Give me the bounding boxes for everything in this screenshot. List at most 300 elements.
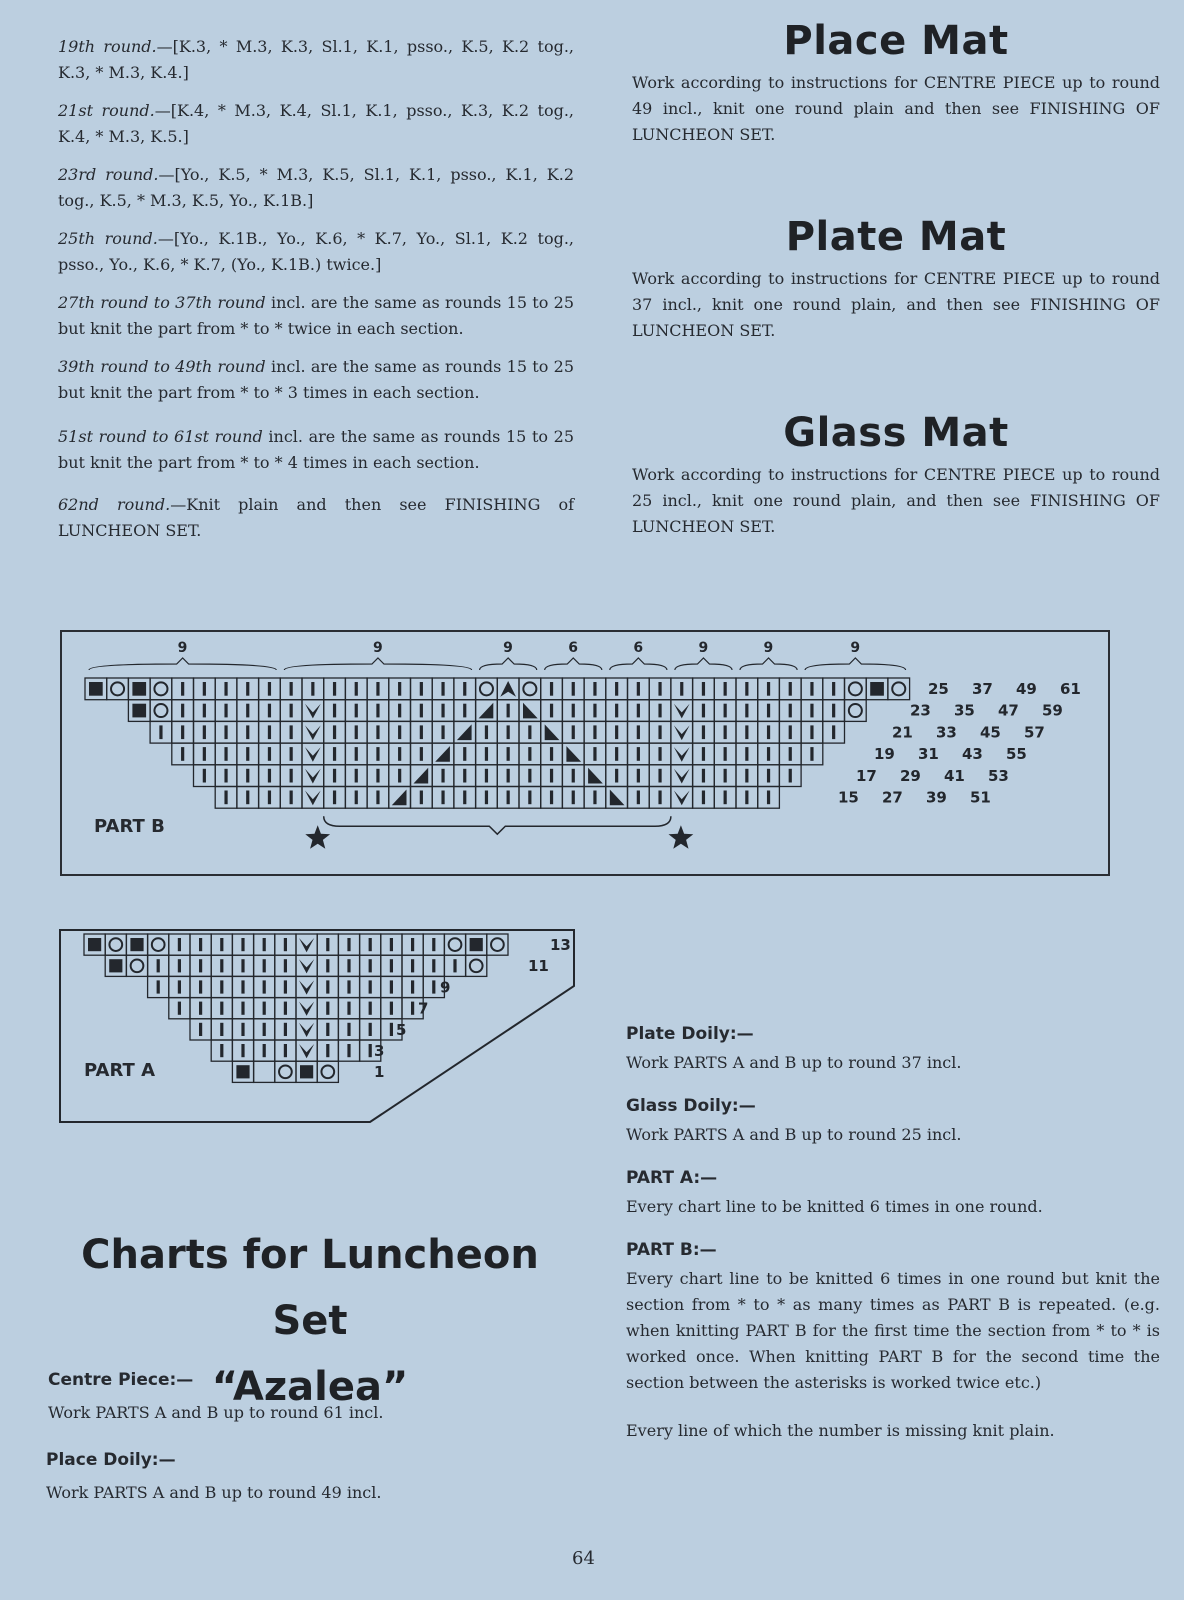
part-b-grid: [62, 632, 1108, 874]
knit-stitch-symbol: [246, 682, 249, 696]
knit-stitch-symbol: [398, 747, 401, 761]
knit-stitch-symbol: [355, 791, 358, 805]
knit-stitch-symbol: [745, 682, 748, 696]
knit-stitch-symbol: [246, 725, 249, 739]
row-number-label: 5: [396, 1020, 407, 1039]
row-number-label: 9: [440, 978, 451, 997]
knit-stitch-symbol: [593, 682, 596, 696]
round-paragraph: [58, 424, 574, 476]
plate-doily-heading: Plate Doily:—: [626, 1024, 754, 1044]
knit-stitch-symbol: [398, 682, 401, 696]
knit-stitch-symbol: [241, 938, 244, 951]
knit-stitch-symbol: [637, 725, 640, 739]
knit-stitch-symbol: [550, 791, 553, 805]
knit-stitch-symbol: [246, 769, 249, 783]
knit-stitch-symbol: [550, 704, 553, 718]
knit-back-symbol: [470, 938, 483, 951]
round-text: —[K.3, * M.3, K.3, Sl.1, K.1, psso., K.5, K.2 tog., K.3, * M.3, K.4.]: [58, 37, 575, 82]
knit-back-symbol: [132, 704, 146, 718]
row-number-label: 53: [988, 766, 1009, 785]
knit-stitch-symbol: [658, 747, 661, 761]
make-stitch-symbol: [674, 791, 690, 806]
knit-stitch-symbol: [572, 704, 575, 718]
knit-stitch-symbol: [333, 747, 336, 761]
knit-stitch-symbol: [268, 682, 271, 696]
knit-stitch-symbol: [203, 704, 206, 718]
knit-stitch-symbol: [593, 791, 596, 805]
knit-stitch-symbol: [767, 704, 770, 718]
row-number-label: 51: [970, 788, 991, 807]
chart-cell: [487, 934, 508, 955]
knit-stitch-symbol: [507, 725, 510, 739]
knit-stitch-symbol: [203, 747, 206, 761]
knit-stitch-symbol: [326, 938, 329, 951]
chart-cell: [126, 955, 147, 976]
knit-stitch-symbol: [290, 704, 293, 718]
knit-stitch-symbol: [284, 1002, 287, 1015]
round-label: 39th round to 49th round: [58, 357, 266, 376]
row-number-label: 55: [1006, 745, 1027, 764]
charts-title-line1: Charts for Luncheon Set: [81, 1232, 539, 1344]
yarn-over-symbol: [491, 938, 504, 951]
asterisk-star-icon: [669, 825, 694, 849]
centre-piece-heading: Centre Piece:—: [48, 1370, 194, 1390]
round-text: incl. are the same as rounds 15 to 25 but knit the part from * to * 4 times in each section.: [58, 427, 575, 472]
stitch-count-label: 9: [698, 640, 709, 656]
row-number-label: 35: [954, 701, 975, 720]
glass-doily-text: Work PARTS A and B up to round 25 incl.: [626, 1125, 962, 1144]
knit-stitch-symbol: [246, 747, 249, 761]
knit-stitch-symbol: [390, 1023, 393, 1036]
knit-stitch-symbol: [347, 959, 350, 972]
knit-stitch-symbol: [441, 682, 444, 696]
knit-stitch-symbol: [528, 725, 531, 739]
round-text: —[Yo., K.5, * M.3, K.5, Sl.1, K.1, psso., K.1, K.2 tog., K.5, * M.3, K.5, Yo., K.1B.]: [58, 165, 574, 210]
chart-cell: [519, 678, 541, 700]
knit-stitch-symbol: [263, 1044, 266, 1057]
knit-stitch-symbol: [333, 704, 336, 718]
knit-stitch-symbol: [181, 704, 184, 718]
row-number-label: 41: [944, 766, 965, 785]
knit-stitch-symbol: [724, 682, 727, 696]
yarn-over-symbol: [321, 1065, 334, 1078]
knit-stitch-symbol: [593, 704, 596, 718]
section-brace: [480, 658, 537, 670]
round-label: 25th round.: [58, 229, 158, 248]
knit-stitch-symbol: [355, 704, 358, 718]
knit-stitch-symbol: [637, 769, 640, 783]
plate-mat-text: Work according to instructions for CENTRE PIECE up to round 37 incl., knit one round plain, and then see FINISHING OF LUNCHEON SET.: [632, 269, 1160, 340]
knit-stitch-symbol: [268, 725, 271, 739]
chart-cell: [148, 934, 169, 955]
knit-stitch-symbol: [441, 704, 444, 718]
yarn-over-symbol: [109, 938, 122, 951]
knit-stitch-symbol: [224, 791, 227, 805]
row-number-label: 59: [1042, 701, 1063, 720]
knit-stitch-symbol: [593, 747, 596, 761]
knit-stitch-symbol: [767, 682, 770, 696]
row-number-label: 23: [910, 701, 931, 720]
knit-stitch-symbol: [572, 791, 575, 805]
knit-stitch-symbol: [745, 747, 748, 761]
knit-stitch-symbol: [615, 725, 618, 739]
knit-stitch-symbol: [832, 725, 835, 739]
round-paragraph: [58, 290, 574, 342]
knit-stitch-symbol: [507, 769, 510, 783]
row-number-label: 61: [1060, 680, 1081, 698]
row-number-label: 31: [918, 745, 939, 764]
knit-stitch-symbol: [355, 769, 358, 783]
knit-stitch-symbol: [411, 1002, 414, 1015]
knit-stitch-symbol: [246, 704, 249, 718]
knit-stitch-symbol: [224, 682, 227, 696]
knit-stitch-symbol: [615, 682, 618, 696]
knit-stitch-symbol: [441, 791, 444, 805]
knit-stitch-symbol: [550, 747, 553, 761]
knit-stitch-symbol: [290, 791, 293, 805]
knit-stitch-symbol: [702, 747, 705, 761]
yarn-over-symbol: [480, 682, 493, 695]
round-text: —Knit plain and then see FINISHING of LUNCHEON SET.: [58, 495, 574, 540]
knit-stitch-symbol: [745, 725, 748, 739]
knit-stitch-symbol: [441, 769, 444, 783]
knit-back-symbol: [300, 1065, 313, 1078]
centre-piece-text: Work PARTS A and B up to round 61 incl.: [48, 1403, 384, 1422]
round-label: 51st round to 61st round: [58, 427, 263, 446]
stitch-count-label: 6: [568, 640, 578, 656]
row-number-label: 39: [926, 788, 947, 807]
knit-stitch-symbol: [637, 791, 640, 805]
place-mat-section: [632, 18, 1160, 148]
knit-stitch-symbol: [789, 725, 792, 739]
knit-stitch-symbol: [263, 1023, 266, 1036]
knit-stitch-symbol: [767, 769, 770, 783]
knit-stitch-symbol: [810, 704, 813, 718]
knit-stitch-symbol: [355, 747, 358, 761]
knit-stitch-symbol: [485, 747, 488, 761]
yarn-over-symbol: [892, 682, 905, 695]
knit-stitch-symbol: [615, 704, 618, 718]
knit-stitch-symbol: [220, 1044, 223, 1057]
chart-cell: [150, 678, 172, 700]
knit-stitch-symbol: [333, 791, 336, 805]
knit-stitch-symbol: [199, 1023, 202, 1036]
chart-cell: [444, 934, 465, 955]
knit-stitch-symbol: [347, 1002, 350, 1015]
knit-stitch-symbol: [411, 980, 414, 993]
double-decrease-symbol: [500, 681, 516, 697]
make-stitch-symbol: [305, 747, 321, 762]
chart-cell: [466, 955, 487, 976]
decrease-right-symbol: [545, 724, 560, 740]
knit-stitch-symbol: [376, 791, 379, 805]
knit-stitch-symbol: [485, 791, 488, 805]
knit-stitch-symbol: [290, 725, 293, 739]
round-label: 62nd round.: [58, 495, 171, 514]
footer-note: Every line of which the number is missing knit plain.: [626, 1421, 1055, 1440]
knit-back-symbol: [130, 938, 143, 951]
plate-mat-section: [632, 214, 1160, 344]
section-brace: [805, 658, 906, 670]
yarn-over-symbol: [523, 682, 536, 695]
knit-stitch-symbol: [507, 791, 510, 805]
part-a-chart: [58, 928, 578, 1130]
stitch-count-label: 6: [633, 640, 644, 656]
knit-stitch-symbol: [326, 959, 329, 972]
make-stitch-symbol: [299, 1044, 314, 1058]
knit-stitch-symbol: [572, 725, 575, 739]
round-paragraph: [58, 226, 574, 278]
make-stitch-symbol: [299, 1023, 314, 1037]
knit-stitch-symbol: [789, 682, 792, 696]
knit-stitch-symbol: [246, 791, 249, 805]
round-paragraph: [58, 492, 574, 544]
make-stitch-symbol: [674, 769, 690, 784]
knit-stitch-symbol: [284, 1023, 287, 1036]
knit-stitch-symbol: [390, 938, 393, 951]
place-doily-text: Work PARTS A and B up to round 49 incl.: [46, 1483, 382, 1502]
yarn-over-symbol: [154, 704, 167, 717]
knit-stitch-symbol: [528, 769, 531, 783]
knit-stitch-symbol: [284, 959, 287, 972]
knit-stitch-symbol: [220, 959, 223, 972]
knit-stitch-symbol: [290, 769, 293, 783]
knit-stitch-symbol: [453, 959, 456, 972]
knit-stitch-symbol: [432, 938, 435, 951]
knit-stitch-symbol: [390, 959, 393, 972]
knit-back-symbol: [89, 682, 103, 696]
place-doily-heading: Place Doily:—: [46, 1450, 176, 1470]
knit-stitch-symbol: [347, 1023, 350, 1036]
knit-stitch-symbol: [181, 725, 184, 739]
knit-stitch-symbol: [263, 1002, 266, 1015]
row-number-label: 57: [1024, 723, 1045, 742]
stitch-count-label: 9: [372, 640, 383, 656]
make-stitch-symbol: [305, 704, 321, 719]
decrease-right-symbol: [588, 768, 603, 784]
charts-title: [40, 1222, 580, 1420]
chart-cell: [317, 1061, 338, 1082]
knit-stitch-symbol: [241, 1044, 244, 1057]
knit-stitch-symbol: [507, 747, 510, 761]
round-text: incl. are the same as rounds 15 to 25 but knit the part from * to * 3 times in each section.: [58, 357, 575, 402]
knit-stitch-symbol: [268, 747, 271, 761]
make-stitch-symbol: [299, 959, 314, 973]
row-number-label: 49: [1016, 680, 1037, 698]
part-b-text: Every chart line to be knitted 6 times in one round but knit the section from * to * as many times as PART B is repeated. (e.g. when knitting PART B for the first time the section from * to * is worked once. When knitting PART B for the second time the section between the asterisks is worked twice etc.): [626, 1269, 1160, 1392]
knit-stitch-symbol: [355, 682, 358, 696]
knit-stitch-symbol: [832, 704, 835, 718]
knit-stitch-symbol: [268, 791, 271, 805]
knit-stitch-symbol: [203, 725, 206, 739]
knit-stitch-symbol: [355, 725, 358, 739]
chart-cell: [107, 678, 129, 700]
knit-stitch-symbol: [178, 959, 181, 972]
knit-stitch-symbol: [767, 791, 770, 805]
knit-stitch-symbol: [159, 725, 162, 739]
knit-stitch-symbol: [420, 725, 423, 739]
row-number-label: 1: [374, 1063, 385, 1082]
knit-stitch-symbol: [333, 725, 336, 739]
knit-stitch-symbol: [178, 980, 181, 993]
knit-stitch-symbol: [268, 769, 271, 783]
knit-stitch-symbol: [376, 747, 379, 761]
knit-stitch-symbol: [637, 704, 640, 718]
chart-cell: [888, 678, 910, 700]
knit-stitch-symbol: [347, 980, 350, 993]
make-stitch-symbol: [674, 725, 690, 740]
knit-back-symbol: [236, 1065, 249, 1078]
chart-cell: [105, 934, 126, 955]
decrease-right-symbol: [610, 790, 625, 806]
chart-cell: [845, 700, 867, 722]
knit-stitch-symbol: [420, 682, 423, 696]
knit-stitch-symbol: [420, 791, 423, 805]
knit-stitch-symbol: [326, 1023, 329, 1036]
knit-stitch-symbol: [390, 980, 393, 993]
knit-back-symbol: [109, 959, 122, 972]
knit-stitch-symbol: [411, 938, 414, 951]
row-number-label: 43: [962, 745, 983, 764]
place-mat-title: Place Mat: [783, 18, 1009, 64]
knit-stitch-symbol: [398, 725, 401, 739]
knit-stitch-symbol: [463, 791, 466, 805]
knit-stitch-symbol: [550, 769, 553, 783]
knit-stitch-symbol: [658, 682, 661, 696]
knit-stitch-symbol: [263, 959, 266, 972]
knit-stitch-symbol: [376, 725, 379, 739]
charts-title-line2: “Azalea”: [211, 1364, 409, 1410]
part-b-chart: [60, 630, 1110, 876]
knit-stitch-symbol: [463, 682, 466, 696]
decrease-right-symbol: [523, 703, 538, 719]
glass-mat-section: [632, 410, 1160, 540]
knit-stitch-symbol: [390, 1002, 393, 1015]
row-number-label: 17: [856, 766, 877, 785]
knit-stitch-symbol: [369, 980, 372, 993]
knit-stitch-symbol: [398, 704, 401, 718]
knit-stitch-symbol: [724, 747, 727, 761]
knit-stitch-symbol: [199, 1002, 202, 1015]
yarn-over-symbol: [111, 682, 124, 695]
knit-stitch-symbol: [220, 1023, 223, 1036]
chart-cell: [845, 678, 867, 700]
row-number-label: 33: [936, 723, 957, 742]
knit-stitch-symbol: [199, 980, 202, 993]
stitch-count-label: 9: [850, 640, 861, 656]
knit-stitch-symbol: [767, 747, 770, 761]
row-number-label: 29: [900, 766, 921, 785]
plate-mat-title: Plate Mat: [785, 214, 1007, 260]
decrease-left-symbol: [414, 768, 429, 784]
round-label: 19th round.: [58, 37, 157, 56]
knit-stitch-symbol: [290, 747, 293, 761]
knit-stitch-symbol: [203, 682, 206, 696]
knit-back-symbol: [88, 938, 101, 951]
knit-stitch-symbol: [263, 938, 266, 951]
part-a-heading: PART A:—: [626, 1168, 718, 1188]
make-stitch-symbol: [305, 769, 321, 784]
knit-stitch-symbol: [284, 1044, 287, 1057]
knit-back-symbol: [132, 682, 146, 696]
knit-stitch-symbol: [463, 704, 466, 718]
knit-stitch-symbol: [398, 769, 401, 783]
place-mat-text: Work according to instructions for CENTRE PIECE up to round 49 incl., knit one round plain and then see FINISHING OF LUNCHEON SET.: [632, 73, 1160, 144]
knit-stitch-symbol: [615, 769, 618, 783]
knit-stitch-symbol: [441, 725, 444, 739]
section-brace: [284, 658, 471, 670]
row-number-label: 45: [980, 723, 1001, 742]
knit-stitch-symbol: [615, 747, 618, 761]
knit-stitch-symbol: [789, 704, 792, 718]
knit-stitch-symbol: [507, 704, 510, 718]
knit-stitch-symbol: [702, 769, 705, 783]
round-text: incl. are the same as rounds 15 to 25 but knit the part from * to * twice in each section.: [58, 293, 575, 338]
knit-stitch-symbol: [745, 791, 748, 805]
knit-stitch-symbol: [333, 769, 336, 783]
repeat-bracket: [324, 816, 671, 834]
knit-stitch-symbol: [268, 704, 271, 718]
knit-stitch-symbol: [702, 682, 705, 696]
chart-cell: [254, 1061, 275, 1082]
knit-stitch-symbol: [369, 1002, 372, 1015]
decrease-right-symbol: [566, 746, 581, 762]
knit-stitch-symbol: [220, 938, 223, 951]
row-number-label: 27: [882, 788, 903, 807]
knit-stitch-symbol: [220, 980, 223, 993]
knit-stitch-symbol: [658, 704, 661, 718]
knit-stitch-symbol: [593, 725, 596, 739]
knit-stitch-symbol: [199, 959, 202, 972]
knit-stitch-symbol: [178, 1002, 181, 1015]
round-label: 27th round to 37th round: [58, 293, 266, 312]
knit-stitch-symbol: [224, 769, 227, 783]
knit-stitch-symbol: [326, 1044, 329, 1057]
yarn-over-symbol: [470, 959, 483, 972]
page-number: 64: [572, 1548, 595, 1569]
make-stitch-symbol: [299, 1002, 314, 1016]
knit-stitch-symbol: [203, 769, 206, 783]
stitch-count-label: 9: [763, 640, 774, 656]
knit-stitch-symbol: [702, 704, 705, 718]
knit-stitch-symbol: [463, 747, 466, 761]
knit-stitch-symbol: [178, 938, 181, 951]
knit-stitch-symbol: [224, 704, 227, 718]
row-number-label: 47: [998, 701, 1019, 720]
row-number-label: 7: [418, 999, 429, 1018]
knit-stitch-symbol: [572, 769, 575, 783]
knit-stitch-symbol: [702, 725, 705, 739]
knit-stitch-symbol: [658, 791, 661, 805]
knit-stitch-symbol: [767, 725, 770, 739]
knit-stitch-symbol: [832, 682, 835, 696]
chart-cell: [275, 1061, 296, 1082]
knit-stitch-symbol: [369, 1023, 372, 1036]
knit-stitch-symbol: [369, 959, 372, 972]
knit-stitch-symbol: [369, 938, 372, 951]
knit-stitch-symbol: [724, 725, 727, 739]
knit-stitch-symbol: [810, 682, 813, 696]
knit-stitch-symbol: [263, 980, 266, 993]
glass-mat-text: Work according to instructions for CENTRE PIECE up to round 25 incl., knit one round plain, and then see FINISHING OF LUNCHEON SET.: [632, 465, 1160, 536]
knit-stitch-symbol: [284, 938, 287, 951]
round-paragraph: [58, 354, 574, 406]
stitch-count-label: 9: [503, 640, 513, 656]
section-brace: [675, 658, 732, 670]
knit-stitch-symbol: [411, 959, 414, 972]
knit-stitch-symbol: [220, 1002, 223, 1015]
knit-stitch-symbol: [224, 725, 227, 739]
